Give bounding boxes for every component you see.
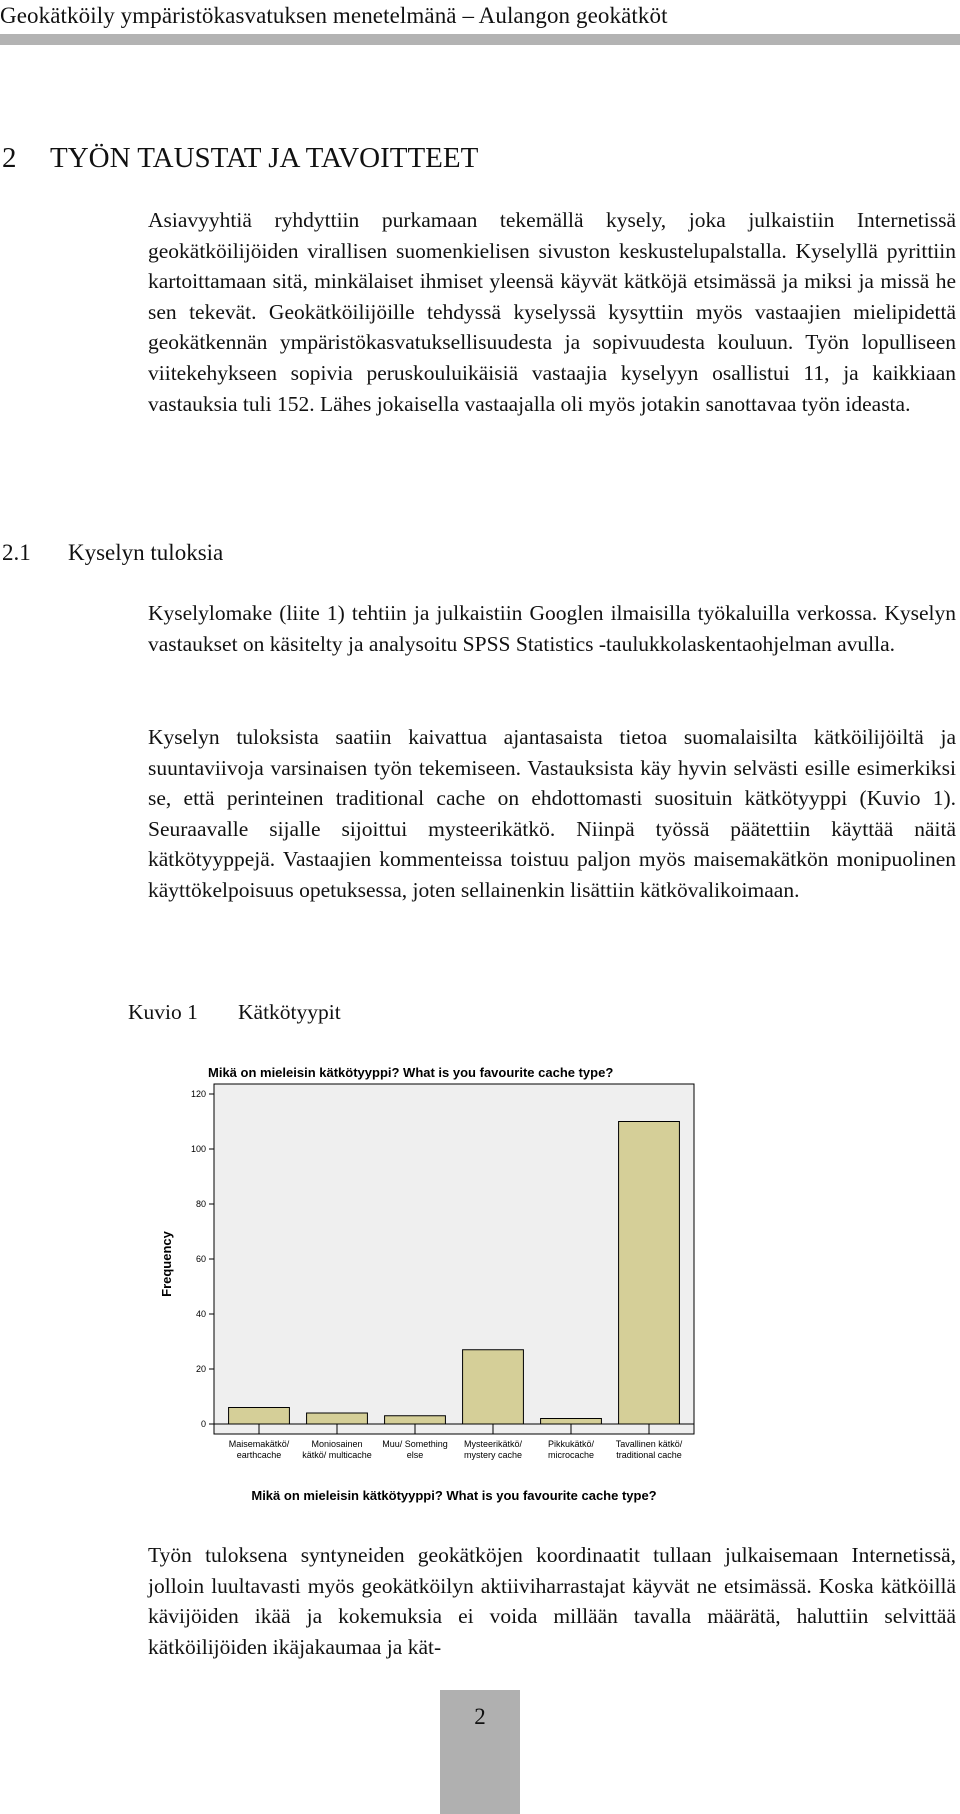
y-tick-label: 0: [200, 1419, 206, 1429]
x-tick-label: microcache: [547, 1450, 595, 1460]
bar: [619, 1122, 680, 1425]
y-tick-label: 120: [190, 1089, 206, 1099]
y-tick-label: 80: [195, 1199, 206, 1209]
running-header: Geokätköily ympäristökasvatuksen menetelmänä – Aulangon geokätköt: [0, 3, 668, 28]
bar-chart-svg: [156, 1060, 716, 1510]
subsection-title: Kyselyn tuloksia: [68, 540, 224, 565]
bar: [229, 1408, 290, 1425]
x-tick-label: kätkö/ multicache: [302, 1450, 372, 1460]
section-heading: [2, 142, 478, 175]
section-title: TYÖN TAUSTAT JA TAVOITTEET: [50, 142, 479, 174]
subsection-number: 2.1: [2, 540, 31, 565]
cache-type-chart: [156, 1060, 716, 1515]
y-tick-label: 100: [190, 1144, 206, 1154]
page-number-box: [440, 1690, 520, 1814]
x-tick-label: traditional cache: [616, 1450, 682, 1460]
x-tick-labels: [229, 1439, 683, 1460]
x-tick-label: Muu/ Something: [382, 1439, 448, 1449]
x-tick-label: else: [406, 1450, 424, 1460]
bar: [385, 1416, 446, 1424]
y-axis-label: Frequency: [159, 1231, 174, 1297]
x-axis-label: Mikä on mieleisin kätkötyyppi? What is you favourite cache type?: [251, 1488, 657, 1503]
y-tick-label: 20: [195, 1364, 206, 1374]
bar: [541, 1419, 602, 1425]
paragraph-3: Kyselyn tuloksista saatiin kaivattua ajantasaista tietoa suomalaisilta kätköilijöiltä ja suuntaviivoja varsinaisen työn tekemiseen. Vastauksista käy hyvin selvästi esille esimerkiksi se, että perinteinen traditional cache on ehdottomasti suosituin kätkötyyppi (Kuvio 1). Seuraavalle sijalle sijoittui mysteerikätkö. Niinpä työssä päätettiin käyttää näitä kätkötyyppejä. Vastaajien kommenteissa toistuu paljon myös maisemakätkön monipuolinen käyttökelpoisuus opetuksessa, joten sellainenkin lisättiin kätkövalikoimaan.: [148, 725, 956, 902]
x-tick-label: Pikkukätkö/: [547, 1439, 595, 1449]
paragraph-4: Työn tuloksena syntyneiden geokätköjen koordinaatit tullaan julkaisemaan Internetissä, jolloin luultavasti myös geokätköilyn aktiiviharrastajat käyvät ne etsimässä. Koska kätköillä kävijöiden ikää ja kokemuksia ei voida millään tavalla määrätä, haluttiin selvittää kätköilijöiden ikäjakaumaa ja kät-: [148, 1543, 956, 1659]
header-rule: [0, 34, 960, 45]
figure-title: Kätkötyypit: [238, 1000, 341, 1024]
bar: [307, 1413, 368, 1424]
figure-caption: [128, 1000, 341, 1025]
paragraph-1: Asiavyyhtiä ryhdyttiin purkamaan tekemällä kysely, joka julkaistiin Internetissä geokätköilijöiden virallisen suomenkielisen sivuston keskustelupalstalla. Kyselyllä pyrittiin kartoittamaan sitä, minkälaiset ihmiset yleensä käyvät kätköjä etsimässä ja miksi ja missä he sen tekevät. Geokätköilijöille tehdyssä kyselyssä kysyttiin myös vastaajien mielipidettä geokätkennän ympäristökasvatuksellisuudesta ja sopivuudesta kouluun. Työn lopulliseen viitekehykseen sopivia peruskouluikäisiä vastaajia kyselyyn osallistui 11, ja kaikkiaan vastauksia tuli 152. Lähes jokaisella vastaajalla oli myös jotakin sanottavaa työn ideasta.: [148, 208, 956, 416]
x-tick-label: Maisemakätkö/: [228, 1439, 290, 1449]
section-number: 2: [2, 142, 17, 174]
x-tick-label: Tavallinen kätkö/: [615, 1439, 683, 1449]
y-tick-label: 60: [195, 1254, 206, 1264]
paragraph-2: Kyselylomake (liite 1) tehtiin ja julkaistiin Googlen ilmaisilla työkaluilla verkossa. Kyselyn vastaukset on käsitelty ja analysoitu SPSS Statistics -taulukkolaskentaohjelman avulla.: [148, 601, 956, 656]
x-tick-label: mystery cache: [463, 1450, 523, 1460]
page-number: 2: [474, 1704, 486, 1729]
y-tick-label: 40: [195, 1309, 206, 1319]
x-tick-label: earthcache: [236, 1450, 282, 1460]
x-tick-label: Mysteerikätkö/: [463, 1439, 523, 1449]
bar: [463, 1350, 524, 1424]
subsection-heading: [2, 540, 223, 566]
x-tick-label: Moniosainen: [311, 1439, 363, 1449]
y-axis: [191, 1089, 214, 1429]
chart-title: Mikä on mieleisin kätkötyyppi? What is you favourite cache type?: [208, 1065, 614, 1080]
figure-number: Kuvio 1: [128, 1000, 198, 1024]
